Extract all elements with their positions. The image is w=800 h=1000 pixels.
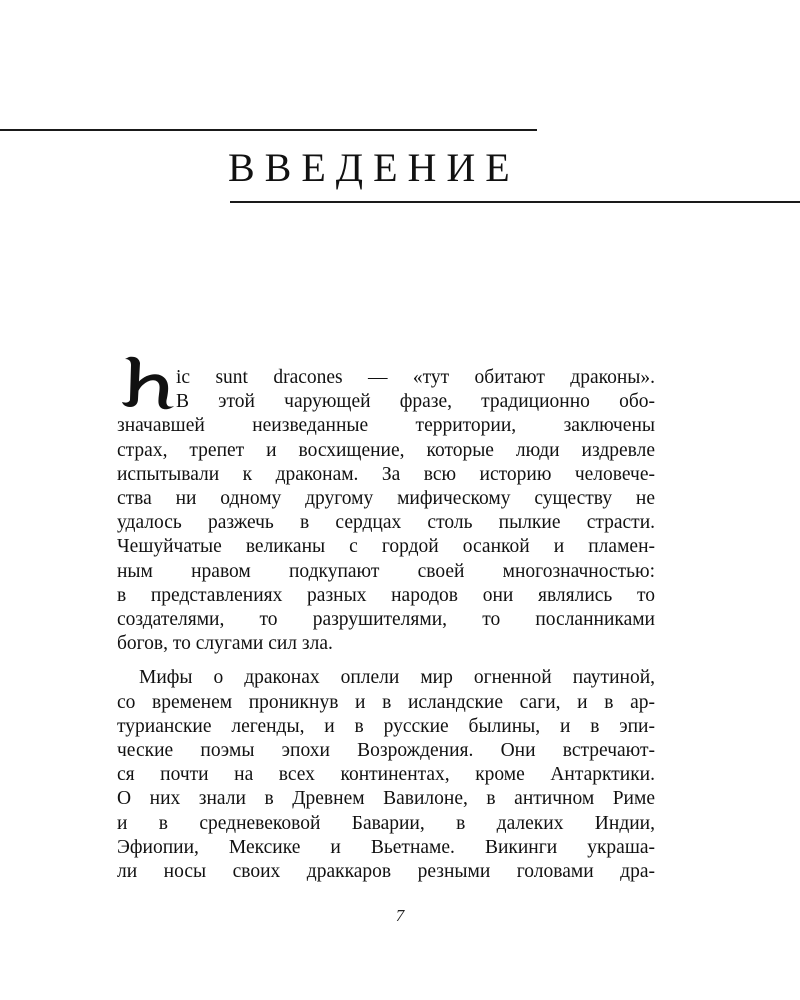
text-line: О них знали в Древнем Вавилоне, в античном Риме xyxy=(117,788,655,810)
text-line: ства ни одному другому мифическому существу не xyxy=(117,488,655,510)
text-line: значавшей неизведанные территории, заключены xyxy=(117,415,655,437)
page-number: 7 xyxy=(395,906,405,925)
paragraph-gap xyxy=(117,656,655,666)
text-line: со временем проникнув и в исландские саги, и в ар- xyxy=(117,691,655,713)
bottom-rule xyxy=(230,201,800,203)
text-line: ic sunt dracones — «тут обитают драконы». xyxy=(176,367,655,388)
text-line: удалось разжечь в сердцах столь пылкие страсти. xyxy=(117,512,655,534)
body-text xyxy=(117,366,655,884)
text-line: испытывали к драконам. За всю историю человече- xyxy=(117,463,655,485)
text-line: в представлениях разных народов они являлись то xyxy=(117,584,655,606)
text-line: В этой чарующей фразе, традиционно обо- xyxy=(176,391,655,413)
text-line: ся почти на всех континентах, кроме Антарктики. xyxy=(117,764,655,786)
text-line: ли носы своих драккаров резными головами дра- xyxy=(117,861,655,883)
chapter-title: ВВЕДЕНИЕ xyxy=(228,145,520,190)
text-line: страх, трепет и восхищение, которые люди издревле xyxy=(117,439,655,461)
text-line: создателями, то разрушителями, то посланниками xyxy=(117,609,655,631)
top-rule xyxy=(0,129,537,131)
text-line: Мифы о драконах оплели мир огненной паутиной, xyxy=(139,667,655,689)
text-line: богов, то слугами сил зла. xyxy=(117,633,333,655)
text-line: ческие поэмы эпохи Возрождения. Они встречают- xyxy=(117,740,655,762)
text-line: и в средневековой Баварии, в далеких Индии, xyxy=(117,812,655,834)
text-line: турианские легенды, и в русские былины, и в эпи- xyxy=(117,715,655,737)
text-line: Чешуйчатые великаны с гордой осанкой и пламен- xyxy=(117,536,655,558)
text-line: Эфиопии, Мексике и Вьетнаме. Викинги украша- xyxy=(117,836,655,858)
text-line: ным нравом подкупают своей многозначностью: xyxy=(117,560,655,582)
